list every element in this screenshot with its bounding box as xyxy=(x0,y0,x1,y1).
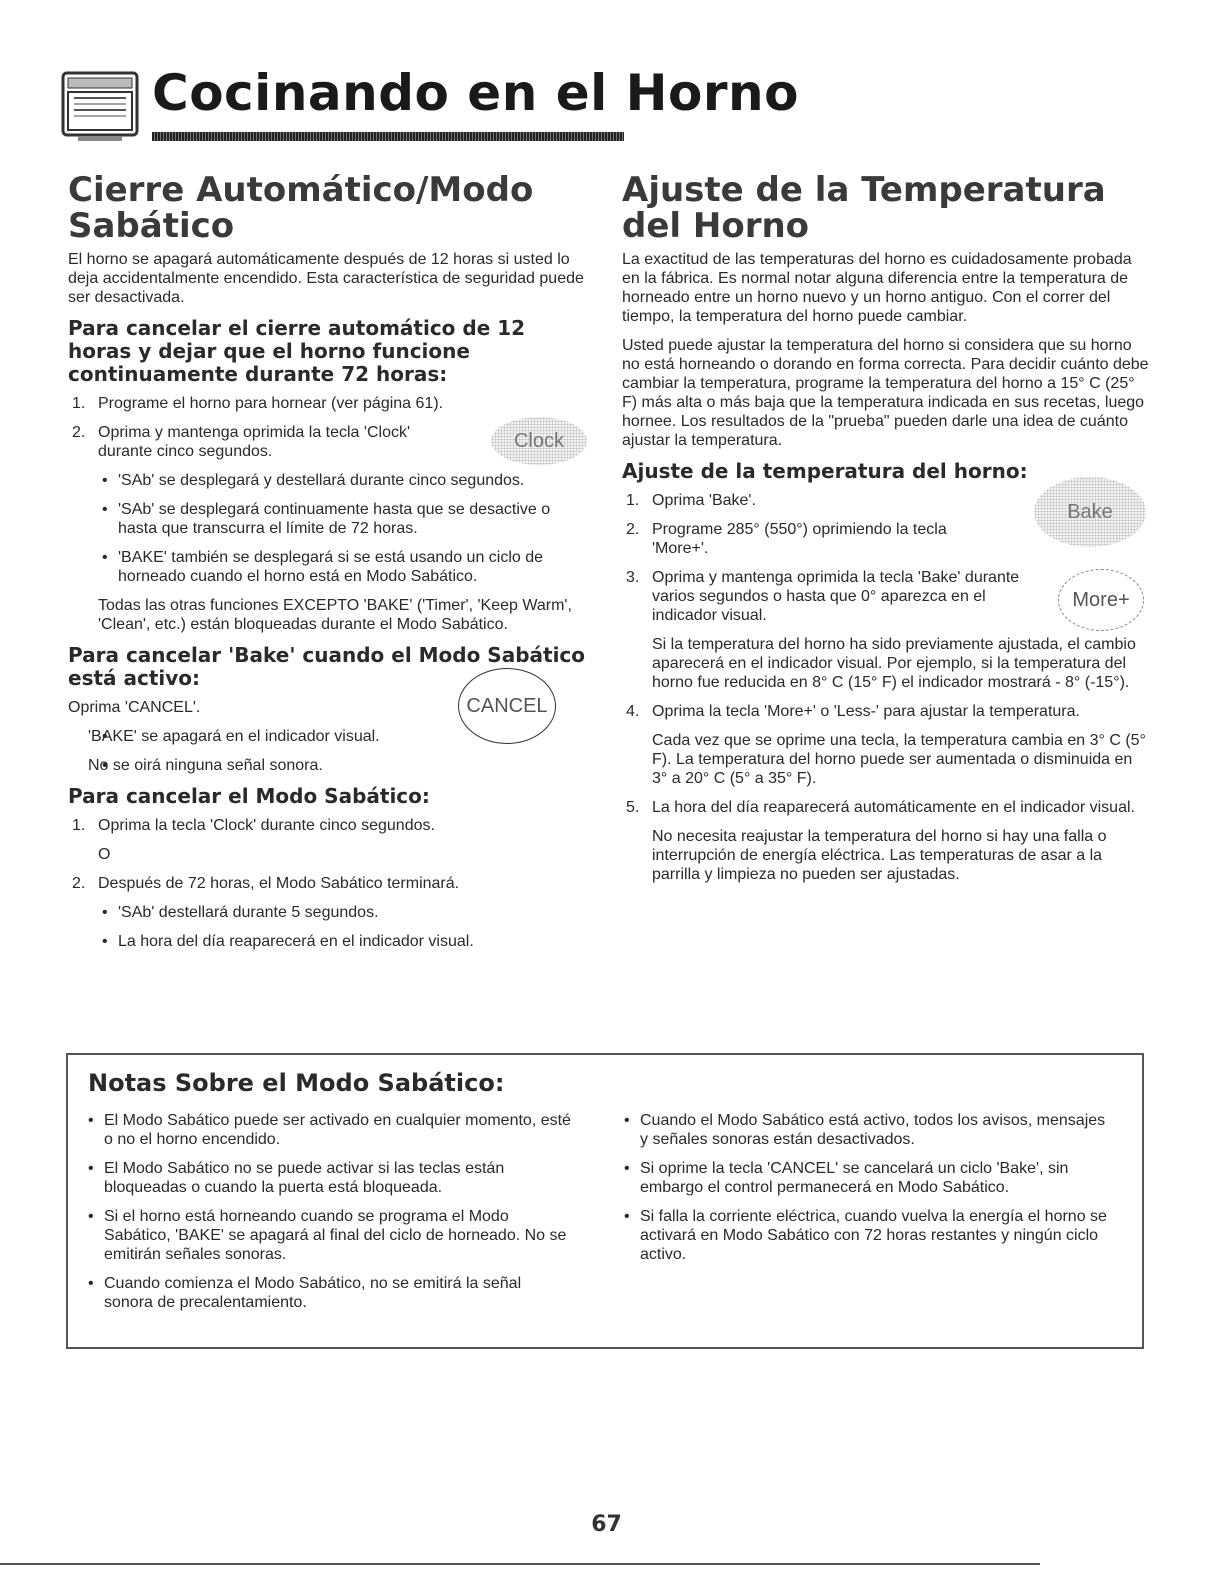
note-item: • Si el horno está horneando cuando se programa el Modo Sabático, 'BAKE' se apagará al final del ciclo de horneado. No se emitirán señales sonoras. xyxy=(84,1207,574,1264)
cancel-block xyxy=(68,694,593,775)
oven-icon xyxy=(60,70,140,144)
step-text: Oprima 'Bake'. xyxy=(652,492,756,509)
notes-left-column xyxy=(84,1111,574,1322)
step-text: Después de 72 horas, el Modo Sabático terminará. xyxy=(98,875,460,892)
bullet-item: • No se oirá ninguna señal sonora. xyxy=(68,756,593,775)
subheading: Para cancelar el cierre automático de 12 horas y dejar que el horno funcione continuamente durante 72 horas: xyxy=(68,316,526,386)
page-header xyxy=(60,58,799,153)
bullet-item: • 'BAKE' también se desplegará si se está usando un ciclo de horneado cuando el horno está en Modo Sabático. xyxy=(68,548,593,586)
subheading: Ajuste de la temperatura del horno: xyxy=(622,459,1028,483)
note-item: • Si falla la corriente eléctrica, cuando vuelva la energía el horno se activará en Modo Sabático con 72 horas restantes y ningún ciclo activo. xyxy=(620,1207,1110,1264)
step-item xyxy=(622,702,1150,721)
step-item xyxy=(622,491,1150,510)
note-item: • Si oprime la tecla 'CANCEL' se cancelará un ciclo 'Bake', sin embargo el control permanecerá en Modo Sabático. xyxy=(620,1159,1110,1197)
step-number: 5. xyxy=(626,799,640,816)
subheading: Para cancelar 'Bake' cuando el Modo Sabático está activo: xyxy=(68,643,586,690)
or-text: O xyxy=(98,846,111,863)
paragraph: La exactitud de las temperaturas del horno es cuidadosamente probada en la fábrica. Es normal notar alguna diferencia entre la temperatura de horneado entre un horno nuevo y un horno antiguo. Con el correr del tiempo, la temperatura del horno puede cambiar. xyxy=(622,251,1132,325)
page-title: Cocinando en el Horno xyxy=(152,64,799,122)
section-title: Cierre Automático/Modo Sabático xyxy=(68,170,534,246)
step-detail: Cada vez que se oprime una tecla, la temperatura cambia en 3° C (5° F). La temperatura del horno puede ser aumentada o disminuida en 3° a 20° C (5° a 35° F). xyxy=(652,732,1146,787)
subheading: Para cancelar el Modo Sabático: xyxy=(68,784,430,808)
step-text: Oprima la tecla 'Clock' durante cinco segundos. xyxy=(98,817,435,834)
step-text: Oprima la tecla 'More+' o 'Less-' para ajustar la temperatura. xyxy=(652,703,1080,720)
step-text: Programe 285° (550°) oprimiendo la tecla 'More+'. xyxy=(652,521,947,557)
oven-temperature-section xyxy=(622,172,1150,894)
step-number: 1. xyxy=(72,817,86,834)
bullet-item: • 'SAb' se desplegará y destellará durante cinco segundos. xyxy=(68,471,593,490)
step-text: Oprima y mantenga oprimida la tecla 'Bake' durante varios segundos o hasta que 0° aparezca en el indicador visual. xyxy=(652,569,1020,624)
note-item: • El Modo Sabático puede ser activado en cualquier momento, esté o no el horno encendido. xyxy=(84,1111,574,1149)
step-detail: No necesita reajustar la temperatura del horno si hay una falla o interrupción de energía eléctrica. Las temperaturas de asar a la parrilla y limpieza no pueden ser ajustadas. xyxy=(652,828,1107,883)
notes-title: Notas Sobre el Modo Sabático: xyxy=(88,1069,505,1097)
step-detail: Si la temperatura del horno ha sido previamente ajustada, el cambio aparecerá en el indicador visual. Por ejemplo, si la temperatura del horno fue reducida en 8° C (15° F) el indicador mostrará - 8° (-15°). xyxy=(652,636,1136,691)
bullet-item: • 'BAKE' se apagará en el indicador visual. xyxy=(68,727,593,746)
step-number: 4. xyxy=(626,703,640,720)
step-item xyxy=(622,798,1150,817)
bottom-rule xyxy=(0,1563,1040,1565)
note-item: • Cuando el Modo Sabático está activo, todos los avisos, mensajes y señales sonoras están desactivados. xyxy=(620,1111,1110,1149)
step-number: 2. xyxy=(626,521,640,538)
note-item: • Cuando comienza el Modo Sabático, no se emitirá la señal sonora de precalentamiento. xyxy=(84,1274,574,1312)
step-number: 2. xyxy=(72,875,86,892)
note-item: • El Modo Sabático no se puede activar si las teclas están bloqueadas o cuando la puerta está bloqueada. xyxy=(84,1159,574,1197)
bullet-item: • 'SAb' destellará durante 5 segundos. xyxy=(68,903,593,922)
section-title: Ajuste de la Temperatura del Horno xyxy=(622,170,1106,246)
step-number: 3. xyxy=(626,569,640,586)
page-number: 67 xyxy=(591,1512,622,1537)
step-text: Programe el horno para hornear (ver página 61). xyxy=(98,395,444,412)
sabbath-mode-section xyxy=(68,172,593,961)
instruction-text: Oprima 'CANCEL'. xyxy=(68,699,201,716)
step-text: Oprima y mantenga oprimida la tecla 'Clock' durante cinco segundos. xyxy=(98,424,411,460)
bake-key-icon: Bake xyxy=(1034,477,1146,547)
step-item xyxy=(68,394,593,413)
paragraph: Usted puede ajustar la temperatura del horno si considera que su horno no está horneando o dorando en forma correcta. Para decidir cuánto debe cambiar la temperatura, programe la temperatura del horno a 15° C (25° F) más alta o más baja que la temperatura indicada en sus recetas, luego hornee. Los resultados de la "prueba" pueden darle una idea de cuánto ajustar la temperatura. xyxy=(622,337,1149,449)
step-item xyxy=(622,520,1150,558)
step-item xyxy=(68,816,593,835)
steps-block xyxy=(622,491,1150,884)
step-item xyxy=(68,874,593,893)
more-key-icon: More+ xyxy=(1058,569,1144,631)
title-rule xyxy=(152,132,624,141)
sabbath-notes-box xyxy=(66,1053,1144,1349)
step-item xyxy=(622,568,1150,625)
cancel-key-icon: CANCEL xyxy=(458,668,556,744)
step-number: 1. xyxy=(72,395,86,412)
intro-paragraph: El horno se apagará automáticamente después de 12 horas si usted lo deja accidentalmente encendido. Esta característica de seguridad puede ser desactivada. xyxy=(68,251,584,306)
bullet-item: • La hora del día reaparecerá en el indicador visual. xyxy=(68,932,593,951)
notes-right-column xyxy=(620,1111,1110,1274)
clock-key-icon: Clock xyxy=(491,417,587,465)
note-paragraph: Todas las otras funciones EXCEPTO 'BAKE' ('Timer', 'Keep Warm', 'Clean', etc.) están bloqueadas durante el Modo Sabático. xyxy=(98,597,572,633)
step-number: 2. xyxy=(72,424,86,441)
bullet-item: • 'SAb' se desplegará continuamente hasta que se desactive o hasta que transcurra el límite de 72 horas. xyxy=(68,500,593,538)
step-text: La hora del día reaparecerá automáticamente en el indicador visual. xyxy=(652,799,1135,816)
step-item xyxy=(68,423,593,461)
step-number: 1. xyxy=(626,492,640,509)
